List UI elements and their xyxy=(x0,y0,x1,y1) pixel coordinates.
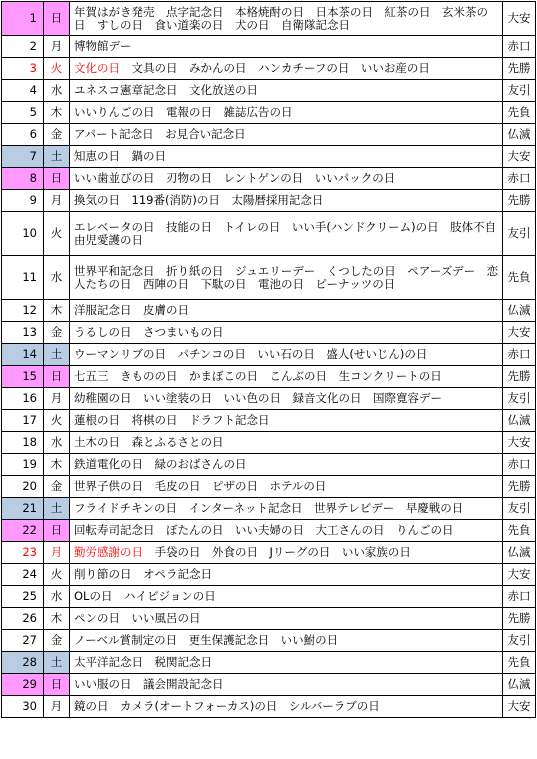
rokuyo: 友引 xyxy=(503,498,536,520)
events-cell xyxy=(70,322,503,344)
calendar-row xyxy=(2,498,536,520)
calendar-row xyxy=(2,322,536,344)
events-text: ユネスコ憲章記念日 文化放送の日 xyxy=(74,83,258,97)
events-text: エレベータの日 技能の日 トイレの日 いい手(ハンドクリーム)の日 肢体不自由児愛護の日 xyxy=(74,219,497,247)
rokuyo: 赤口 xyxy=(503,454,536,476)
calendar-row xyxy=(2,366,536,388)
day-number: 20 xyxy=(2,476,44,498)
day-number: 6 xyxy=(2,124,44,146)
day-number: 2 xyxy=(2,36,44,58)
events-text: 年賀はがき発売 点字記念日 本格焼酎の日 日本茶の日 紅茶の日 玄米茶の日 すしの日 食い道楽の日 犬の日 自衛隊記念日 xyxy=(74,4,488,32)
calendar-row xyxy=(2,696,536,718)
weekday: 木 xyxy=(44,300,70,322)
day-number: 8 xyxy=(2,168,44,190)
events-text: OLの日 ハイビジョンの日 xyxy=(74,589,216,603)
events-cell xyxy=(70,124,503,146)
rokuyo: 友引 xyxy=(503,630,536,652)
calendar-row xyxy=(2,124,536,146)
weekday: 日 xyxy=(44,366,70,388)
events-cell xyxy=(70,212,503,256)
events-text: 博物館デー xyxy=(74,39,132,53)
events-text: フライドチキンの日 インターネット記念日 世界テレビデー 早慶戦の日 xyxy=(74,501,464,515)
day-number: 10 xyxy=(2,212,44,256)
events-cell xyxy=(70,190,503,212)
calendar-row xyxy=(2,586,536,608)
calendar-row xyxy=(2,168,536,190)
events-text: うるしの日 さつまいもの日 xyxy=(74,325,224,339)
calendar-row xyxy=(2,652,536,674)
rokuyo: 大安 xyxy=(503,146,536,168)
rokuyo: 仏滅 xyxy=(503,542,536,564)
rokuyo: 先負 xyxy=(503,520,536,542)
events-cell xyxy=(70,674,503,696)
events-text: いいりんごの日 電報の日 雑誌広告の日 xyxy=(74,105,293,119)
day-number: 15 xyxy=(2,366,44,388)
rokuyo: 先負 xyxy=(503,256,536,300)
events-cell xyxy=(70,146,503,168)
events-text: いい歯並びの日 刃物の日 レントゲンの日 いいパックの日 xyxy=(74,171,396,185)
events-text: 回転寿司記念日 ぼたんの日 いい夫婦の日 大工さんの日 りんごの日 xyxy=(74,523,454,537)
day-number: 17 xyxy=(2,410,44,432)
events-text: ペンの日 いい風呂の日 xyxy=(74,611,201,625)
calendar-row xyxy=(2,454,536,476)
events-text: 換気の日 119番(消防)の日 太陽暦採用記念日 xyxy=(74,193,324,207)
events-text: 手袋の日 外食の日 Jリーグの日 いい家族の日 xyxy=(154,545,411,559)
calendar-row xyxy=(2,564,536,586)
holiday-name: 勤労感謝の日 xyxy=(74,545,143,559)
rokuyo: 友引 xyxy=(503,388,536,410)
holiday-name: 文化の日 xyxy=(74,61,120,75)
calendar-row xyxy=(2,146,536,168)
events-cell xyxy=(70,102,503,124)
weekday: 木 xyxy=(44,608,70,630)
day-number: 19 xyxy=(2,454,44,476)
rokuyo: 仏滅 xyxy=(503,124,536,146)
calendar-row xyxy=(2,388,536,410)
day-number: 24 xyxy=(2,564,44,586)
calendar-row xyxy=(2,630,536,652)
weekday: 金 xyxy=(44,630,70,652)
events-cell xyxy=(70,300,503,322)
weekday: 日 xyxy=(44,520,70,542)
calendar-row xyxy=(2,520,536,542)
calendar-row xyxy=(2,190,536,212)
day-number: 18 xyxy=(2,432,44,454)
rokuyo: 先勝 xyxy=(503,366,536,388)
calendar-row xyxy=(2,58,536,80)
weekday: 日 xyxy=(44,168,70,190)
events-cell xyxy=(70,80,503,102)
weekday: 金 xyxy=(44,124,70,146)
weekday: 金 xyxy=(44,322,70,344)
rokuyo: 大安 xyxy=(503,432,536,454)
calendar-row xyxy=(2,608,536,630)
day-number: 11 xyxy=(2,256,44,300)
rokuyo: 大安 xyxy=(503,322,536,344)
events-cell xyxy=(70,388,503,410)
calendar-row xyxy=(2,674,536,696)
calendar-row xyxy=(2,344,536,366)
calendar-row xyxy=(2,476,536,498)
weekday: 水 xyxy=(44,80,70,102)
events-text: 削り節の日 オペラ記念日 xyxy=(74,567,212,581)
day-number: 23 xyxy=(2,542,44,564)
rokuyo: 仏滅 xyxy=(503,674,536,696)
weekday: 水 xyxy=(44,586,70,608)
rokuyo: 仏滅 xyxy=(503,300,536,322)
day-number: 26 xyxy=(2,608,44,630)
day-number: 21 xyxy=(2,498,44,520)
events-text: 土木の日 森とふるさとの日 xyxy=(74,435,224,449)
events-cell xyxy=(70,542,503,564)
calendar-row xyxy=(2,80,536,102)
events-text: アパート記念日 お見合い記念日 xyxy=(74,127,246,141)
day-number: 13 xyxy=(2,322,44,344)
calendar-row xyxy=(2,36,536,58)
events-cell xyxy=(70,630,503,652)
events-text: 世界子供の日 毛皮の日 ピザの日 ホテルの日 xyxy=(74,479,327,493)
rokuyo: 赤口 xyxy=(503,168,536,190)
day-number: 22 xyxy=(2,520,44,542)
events-cell xyxy=(70,498,503,520)
events-text: 蓮根の日 将棋の日 ドラフト記念日 xyxy=(74,413,270,427)
events-cell xyxy=(70,36,503,58)
calendar-row xyxy=(2,542,536,564)
rokuyo: 先負 xyxy=(503,652,536,674)
events-cell xyxy=(70,564,503,586)
rokuyo: 先勝 xyxy=(503,58,536,80)
events-text: ウーマンリブの日 パチンコの日 いい石の日 盛人(せいじん)の日 xyxy=(74,347,428,361)
weekday: 土 xyxy=(44,146,70,168)
events-cell xyxy=(70,168,503,190)
day-number: 28 xyxy=(2,652,44,674)
events-cell xyxy=(70,454,503,476)
day-number: 30 xyxy=(2,696,44,718)
weekday: 月 xyxy=(44,36,70,58)
events-text: 太平洋記念日 税関記念日 xyxy=(74,655,212,669)
day-number: 7 xyxy=(2,146,44,168)
rokuyo: 先勝 xyxy=(503,476,536,498)
weekday: 月 xyxy=(44,696,70,718)
weekday: 火 xyxy=(44,58,70,80)
calendar-row xyxy=(2,410,536,432)
day-number: 9 xyxy=(2,190,44,212)
events-text: 幼稚園の日 いい塗装の日 いい色の日 録音文化の日 国際寛容デー xyxy=(74,391,442,405)
weekday: 火 xyxy=(44,564,70,586)
day-number: 5 xyxy=(2,102,44,124)
events-cell xyxy=(70,586,503,608)
rokuyo: 大安 xyxy=(503,564,536,586)
rokuyo: 先勝 xyxy=(503,190,536,212)
events-text: 七五三 きものの日 かまぼこの日 こんぶの日 生コンクリートの日 xyxy=(74,369,442,383)
rokuyo: 友引 xyxy=(503,80,536,102)
day-number: 29 xyxy=(2,674,44,696)
rokuyo: 大安 xyxy=(503,2,536,36)
events-cell xyxy=(70,652,503,674)
day-number: 14 xyxy=(2,344,44,366)
weekday: 土 xyxy=(44,344,70,366)
events-cell xyxy=(70,256,503,300)
events-cell xyxy=(70,58,503,80)
events-cell xyxy=(70,476,503,498)
events-cell xyxy=(70,608,503,630)
events-cell xyxy=(70,696,503,718)
rokuyo: 先勝 xyxy=(503,608,536,630)
events-text: 鉄道電化の日 緑のおばさんの日 xyxy=(74,457,247,471)
weekday: 月 xyxy=(44,542,70,564)
weekday: 月 xyxy=(44,388,70,410)
calendar-row xyxy=(2,102,536,124)
day-number: 27 xyxy=(2,630,44,652)
events-cell xyxy=(70,410,503,432)
calendar-body xyxy=(2,2,536,718)
weekday: 火 xyxy=(44,212,70,256)
rokuyo: 赤口 xyxy=(503,344,536,366)
weekday: 木 xyxy=(44,102,70,124)
day-number: 25 xyxy=(2,586,44,608)
events-text: 知恵の日 鍋の日 xyxy=(74,149,166,163)
calendar-row xyxy=(2,212,536,256)
events-cell xyxy=(70,432,503,454)
events-text: ノーベル賞制定の日 更生保護記念日 いい鮒の日 xyxy=(74,633,339,647)
weekday: 水 xyxy=(44,432,70,454)
events-cell xyxy=(70,520,503,542)
rokuyo: 仏滅 xyxy=(503,410,536,432)
weekday: 土 xyxy=(44,652,70,674)
weekday: 水 xyxy=(44,256,70,300)
weekday: 木 xyxy=(44,454,70,476)
weekday: 日 xyxy=(44,674,70,696)
calendar-row xyxy=(2,432,536,454)
day-number: 3 xyxy=(2,58,44,80)
events-text: いい服の日 議会開設記念日 xyxy=(74,677,224,691)
weekday: 土 xyxy=(44,498,70,520)
events-text: 文具の日 みかんの日 ハンカチーフの日 いいお産の日 xyxy=(131,61,430,75)
weekday: 火 xyxy=(44,410,70,432)
rokuyo: 赤口 xyxy=(503,36,536,58)
rokuyo: 赤口 xyxy=(503,586,536,608)
day-number: 1 xyxy=(2,2,44,36)
day-number: 4 xyxy=(2,80,44,102)
rokuyo: 先負 xyxy=(503,102,536,124)
events-cell xyxy=(70,344,503,366)
calendar-row xyxy=(2,300,536,322)
rokuyo: 大安 xyxy=(503,696,536,718)
weekday: 金 xyxy=(44,476,70,498)
calendar-row xyxy=(2,2,536,36)
calendar-table xyxy=(1,1,536,718)
weekday: 日 xyxy=(44,2,70,36)
calendar-row xyxy=(2,256,536,300)
events-text: 鏡の日 カメラ(オートフォーカス)の日 シルバーラブの日 xyxy=(74,699,380,713)
weekday: 月 xyxy=(44,190,70,212)
rokuyo: 友引 xyxy=(503,212,536,256)
events-cell xyxy=(70,366,503,388)
day-number: 12 xyxy=(2,300,44,322)
events-cell xyxy=(70,2,503,36)
events-text: 世界平和記念日 折り紙の日 ジュエリーデー くつしたの日 ペアーズデー 恋人たちの日 西陣の日 下駄の日 電池の日 ピーナッツの日 xyxy=(74,263,499,291)
day-number: 16 xyxy=(2,388,44,410)
events-text: 洋服記念日 皮膚の日 xyxy=(74,303,189,317)
